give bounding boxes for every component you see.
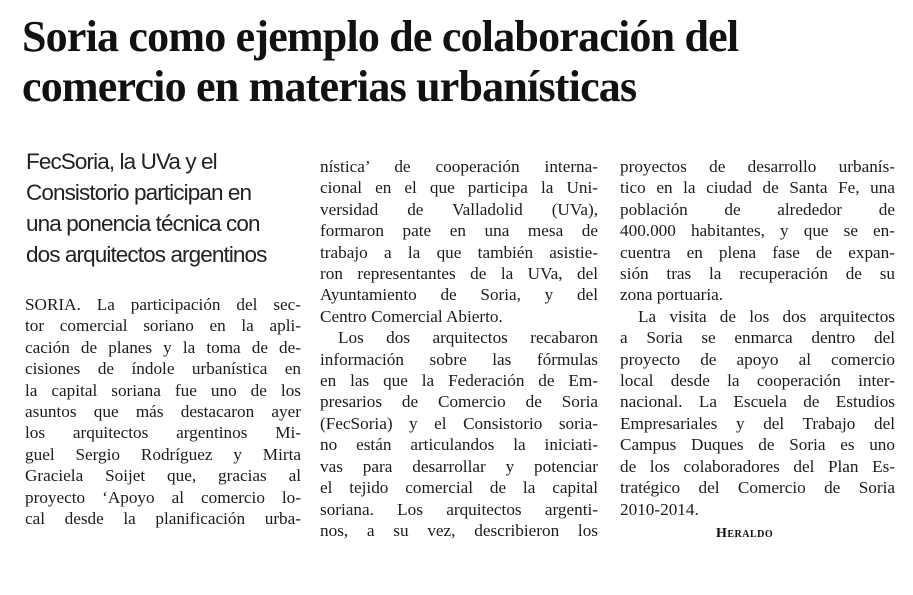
text-line: el tejido comercial de la capital [320, 478, 598, 498]
text-line: vas para desarrollar y potenciar [320, 456, 598, 476]
text-line: nos, a su vez, describieron los [320, 520, 598, 540]
headline-line: Soria como ejemplo de colaboración del [22, 12, 739, 61]
text-line: Centro Comercial Abierto. [320, 306, 503, 326]
headline [22, 12, 902, 112]
text-line: cación de planes y la toma de de- [25, 337, 301, 357]
subheadline [26, 146, 306, 270]
subheadline-line: una ponencia técnica con [26, 211, 260, 236]
text-line: local desde la cooperación inter- [620, 371, 895, 391]
text-line: Ayuntamiento de Soria, y del [320, 285, 598, 305]
text-line: Campus Duques de Soria es uno [620, 435, 895, 455]
subheadline-line: Consistorio participan en [26, 180, 252, 205]
text-line: proyecto ‘Apoyo al comercio lo- [25, 487, 301, 507]
text-line: proyectos de desarrollo urbanís- [620, 157, 895, 176]
text-line: en las que la Federación de Em- [320, 371, 598, 391]
text-line: cisiones de índole urbanística en [25, 359, 301, 379]
article-column-1 [25, 294, 301, 529]
text-line: cal desde la planificación urba- [25, 509, 301, 529]
source-signature: Heraldo [716, 526, 774, 541]
text-line: Empresariales y del Trabajo del [620, 413, 895, 433]
text-line: Los dos arquitectos recabaron [338, 328, 598, 348]
text-line: presarios de Comercio de Soria [320, 392, 598, 412]
text-line: nacional. La Escuela de Estudios [620, 392, 895, 412]
text-line: versidad de Valladolid (UVa), [320, 199, 598, 219]
text-line: información sobre las fórmulas [320, 349, 598, 369]
article-column-3 [620, 156, 895, 520]
text-line: nística’ de cooperación interna- [320, 157, 598, 176]
text-line: cional en el que participa la Uni- [320, 178, 598, 198]
text-line: la capital soriana fue uno de los [25, 380, 301, 400]
text-line: población de alrededor de [620, 199, 895, 219]
article-column-2 [320, 156, 598, 541]
text-line: a Soria se enmarca dentro del [620, 328, 895, 348]
text-line: formaron pate en una mesa de [320, 221, 598, 241]
text-line: asuntos que más destacaron ayer [25, 402, 301, 422]
text-line: tico en la ciudad de Santa Fe, una [620, 178, 895, 198]
subheadline-line: FecSoria, la UVa y el [26, 149, 217, 174]
text-line: tratégico del Comercio de Soria [620, 478, 895, 498]
text-line: guel Sergio Rodríguez y Mirta [25, 444, 301, 464]
headline-line: comercio en materias urbanísticas [22, 62, 637, 111]
text-line: de los colaboradores del Plan Es- [620, 456, 895, 476]
subheadline-line: dos arquitectos argentinos [26, 242, 267, 267]
text-line: La visita de los dos arquitectos [638, 306, 895, 326]
text-line: cuentra en plena fase de expan- [620, 242, 895, 262]
text-line: trabajo a la que también asistie- [320, 242, 598, 262]
text-line: Graciela Soijet que, gracias al [25, 466, 301, 486]
text-line: no están articulandos la iniciati- [320, 435, 598, 455]
text-line: tor comercial soriano en la apli- [25, 316, 301, 336]
text-line: sión tras la recuperación de su [620, 264, 895, 284]
text-line: (FecSoria) y el Consistorio soria- [320, 413, 598, 433]
text-line: 2010-2014. [620, 499, 699, 519]
text-line: zona portuaria. [620, 285, 724, 305]
text-line: los arquitectos argentinos Mi- [25, 423, 301, 443]
text-line: ron representantes de la UVa, del [320, 264, 598, 284]
text-line: soriana. Los arquitectos argenti- [320, 499, 598, 519]
text-line: proyecto de apoyo al comercio [620, 349, 895, 369]
text-line: SORIA. La participación del sec- [25, 295, 301, 314]
text-line: 400.000 habitantes, y que se en- [620, 221, 895, 241]
